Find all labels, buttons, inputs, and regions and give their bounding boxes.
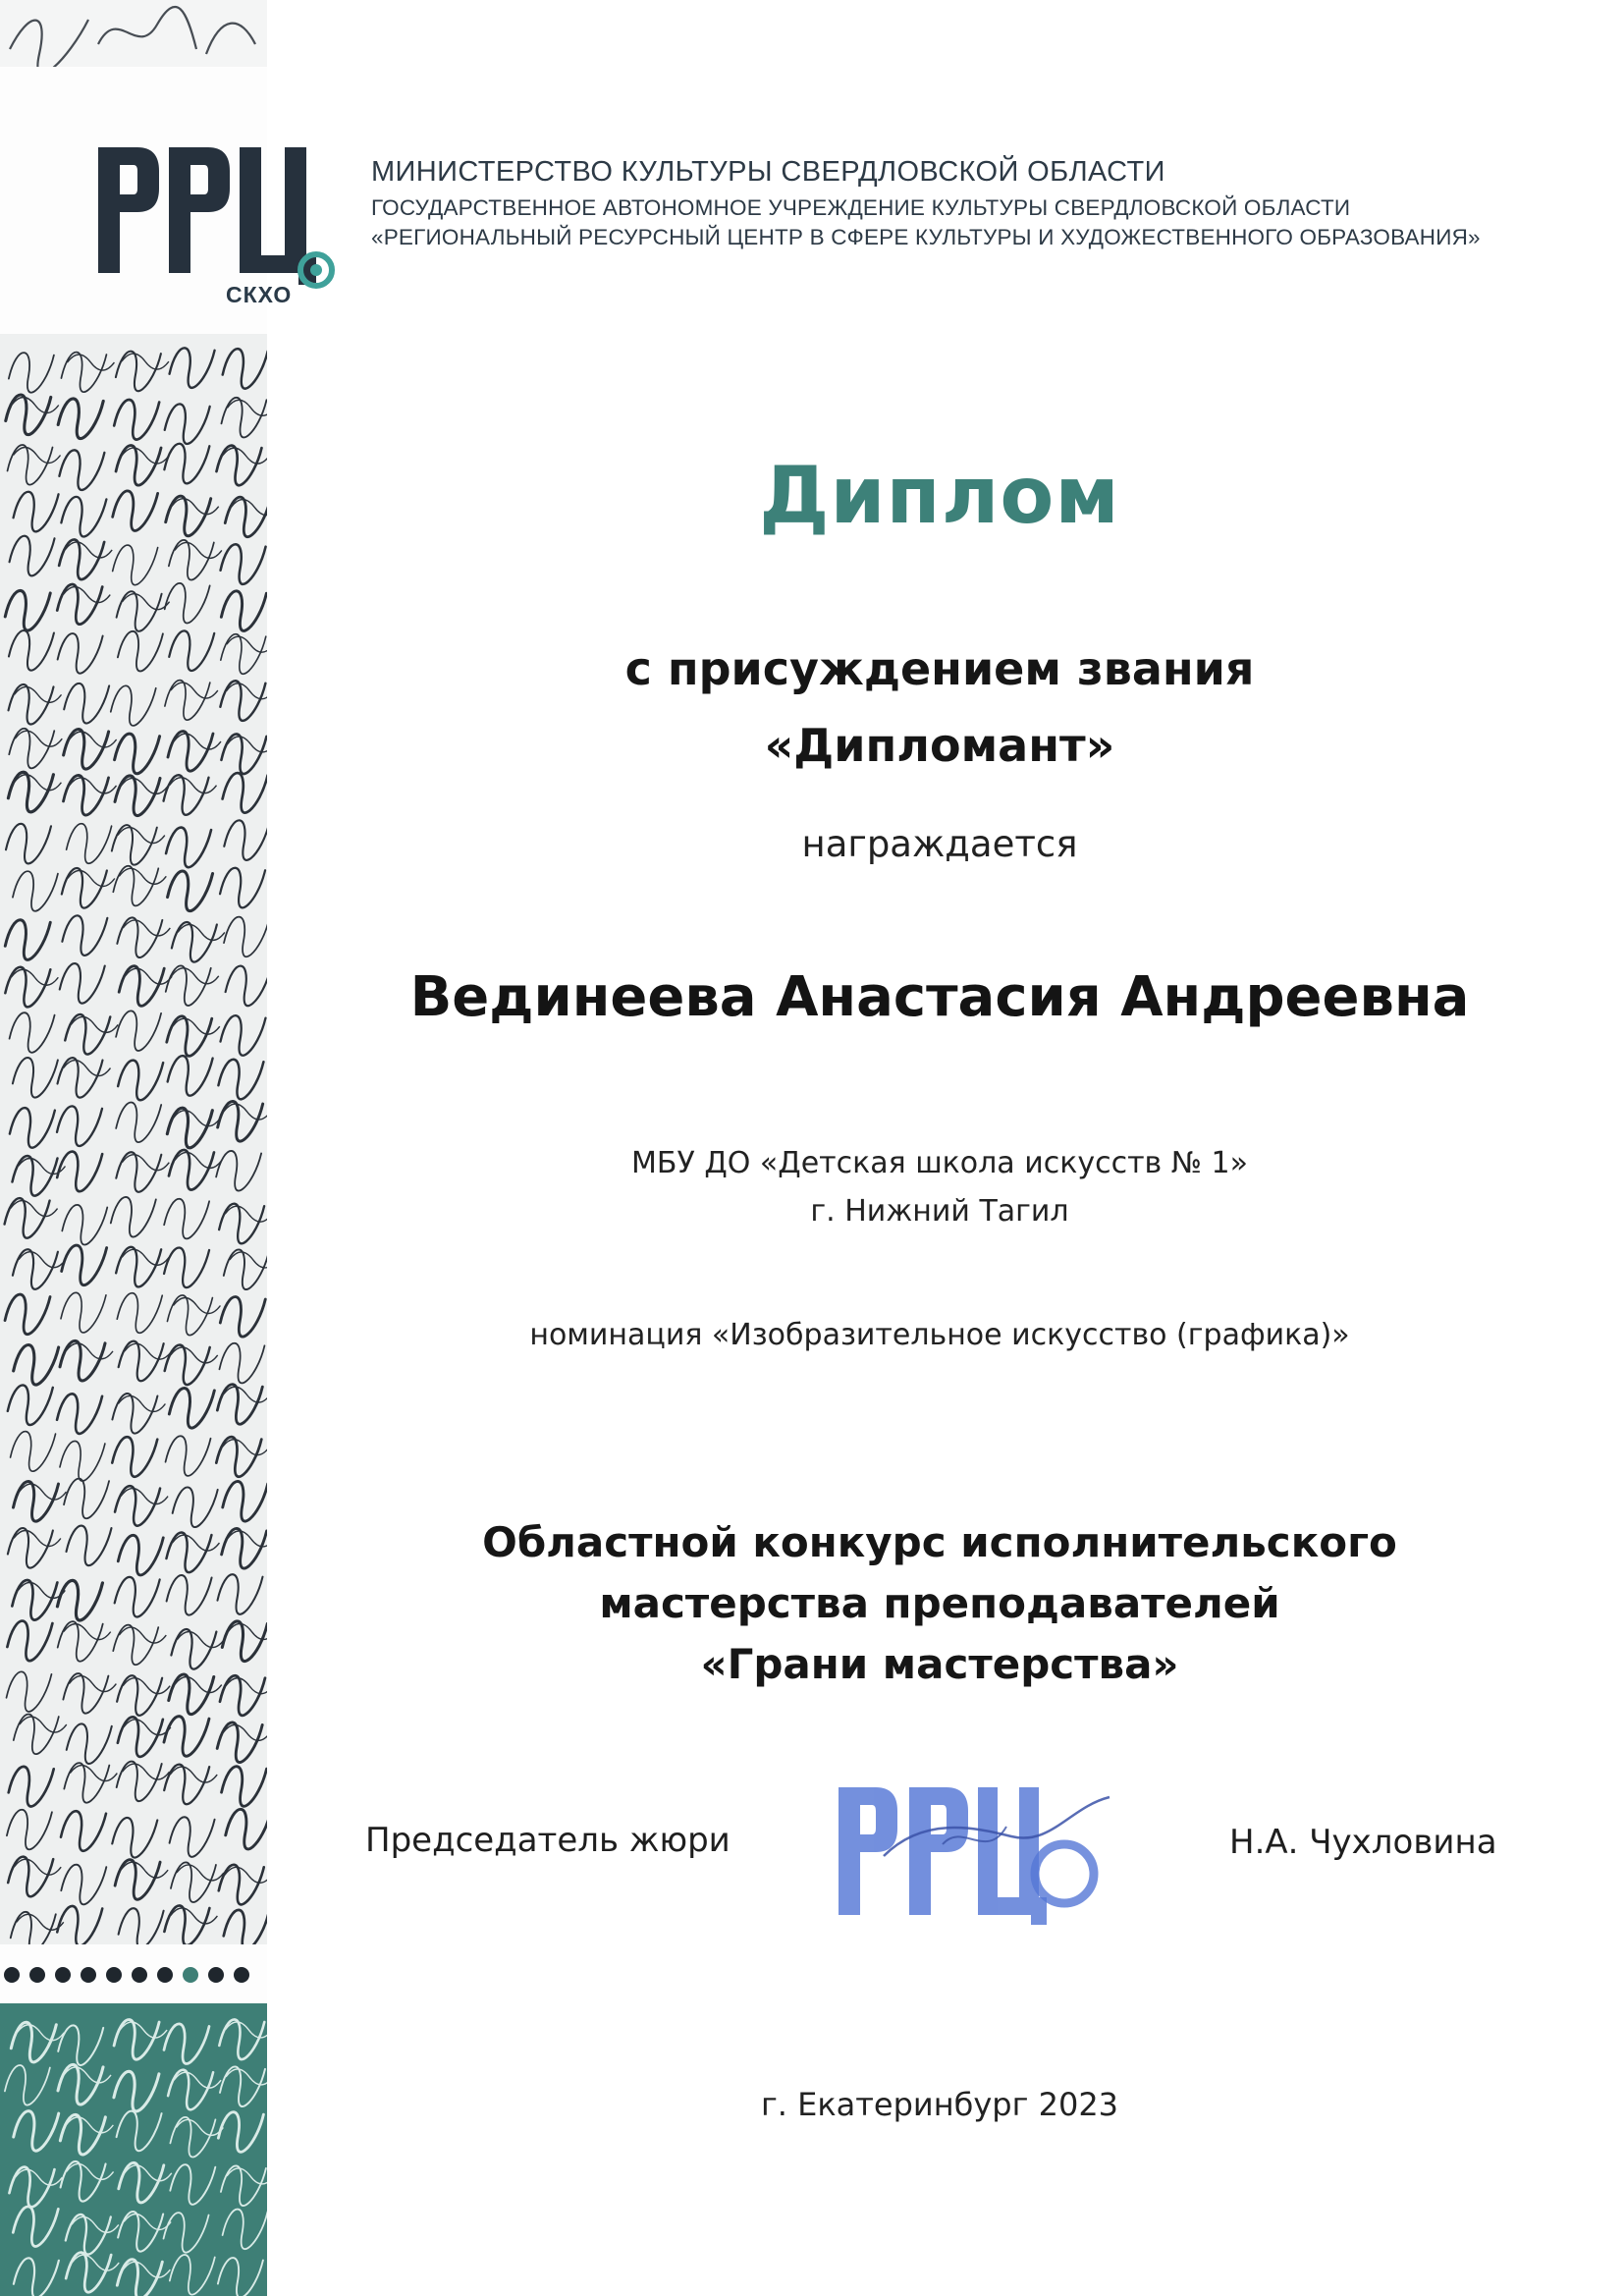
calligraphy-stroke bbox=[57, 584, 102, 625]
calligraphy-stroke bbox=[6, 395, 51, 435]
contest-line-3: «Грани мастерства» bbox=[700, 1640, 1179, 1688]
school-city: г. Нижний Тагил bbox=[810, 1194, 1069, 1229]
decorative-dot bbox=[234, 1967, 249, 1983]
calligraphy-stroke bbox=[218, 1060, 263, 1100]
calligraphy-stroke bbox=[118, 1061, 163, 1101]
calligraphy-stroke bbox=[9, 684, 54, 725]
calligraphy-stroke bbox=[169, 540, 214, 580]
decorative-dot bbox=[183, 1967, 198, 1983]
contest-line-1: Областной конкурс исполнительского bbox=[482, 1518, 1397, 1566]
calligraphy-stroke bbox=[168, 871, 213, 911]
calligraphy-stroke bbox=[15, 686, 62, 702]
jury-chair-name: Н.А. Чухловина bbox=[1229, 1823, 1497, 1862]
calligraphy-stroke bbox=[14, 448, 61, 464]
calligraphy-stroke bbox=[170, 2117, 215, 2158]
calligraphy-stroke bbox=[64, 1624, 111, 1640]
calligraphy-stroke bbox=[166, 965, 211, 1006]
calligraphy-stroke bbox=[170, 1817, 215, 1857]
calligraphy-stroke bbox=[221, 734, 266, 774]
calligraphy-stroke bbox=[64, 683, 109, 724]
calligraphy-stroke bbox=[221, 544, 266, 584]
calligraphy-stroke bbox=[170, 778, 217, 793]
calligraphy-stroke bbox=[60, 1340, 105, 1381]
calligraphy-stroke bbox=[176, 2119, 223, 2135]
calligraphy-stroke bbox=[166, 828, 211, 868]
calligraphy-stroke bbox=[167, 1575, 212, 1615]
calligraphy-stroke bbox=[224, 1249, 267, 1289]
calligraphy-stroke bbox=[116, 352, 161, 392]
calligraphy-stroke bbox=[66, 2253, 111, 2293]
calligraphy-stroke bbox=[60, 1441, 105, 1481]
calligraphy-stroke bbox=[117, 917, 162, 957]
calligraphy-stroke bbox=[164, 1765, 209, 1805]
calligraphy-stroke bbox=[113, 866, 158, 906]
awarded-text: награждается bbox=[801, 823, 1078, 865]
calligraphy-stroke bbox=[114, 400, 159, 440]
calligraphy-stroke bbox=[118, 1717, 163, 1757]
calligraphy-stroke bbox=[121, 1489, 168, 1504]
calligraphy-stroke bbox=[65, 542, 112, 558]
calligraphy-stroke bbox=[119, 1627, 166, 1643]
calligraphy-stroke bbox=[123, 1764, 170, 1779]
calligraphy-stroke bbox=[167, 1016, 212, 1057]
calligraphy-stroke bbox=[14, 2258, 59, 2296]
nomination: номинация «Изобразительное искусство (графика)» bbox=[529, 1318, 1350, 1352]
calligraphy-stroke bbox=[117, 1675, 162, 1716]
calligraphy-stroke bbox=[66, 2214, 111, 2255]
calligraphy-stroke bbox=[12, 1580, 57, 1620]
calligraphy-stroke bbox=[165, 404, 210, 444]
calligraphy-stroke bbox=[114, 2020, 159, 2060]
calligraphy-pattern-green bbox=[0, 2003, 267, 2296]
calligraphy-stroke bbox=[123, 594, 170, 610]
calligraphy-stroke bbox=[116, 1011, 161, 1051]
calligraphy-stroke bbox=[118, 2212, 163, 2252]
calligraphy-stroke bbox=[223, 773, 267, 813]
calligraphy-stroke bbox=[219, 1204, 264, 1244]
calligraphy-stroke bbox=[66, 1526, 111, 1566]
calligraphy-stroke bbox=[226, 966, 267, 1007]
calligraphy-stroke bbox=[5, 590, 50, 630]
calligraphy-stroke bbox=[175, 1152, 222, 1168]
calligraphy-stroke bbox=[164, 444, 209, 484]
calligraphy-stroke bbox=[226, 1809, 267, 1849]
ministry-name: МИНИСТЕРСТВО КУЛЬТУРЫ СВЕРДЛОВСКОЙ ОБЛАСТИ bbox=[371, 156, 1165, 188]
calligraphy-stroke bbox=[19, 1252, 66, 1268]
calligraphy-stroke bbox=[171, 1629, 216, 1669]
calligraphy-pattern-top bbox=[0, 0, 267, 67]
calligraphy-stroke bbox=[225, 497, 267, 537]
calligraphy-stroke bbox=[168, 732, 213, 772]
calligraphy-stroke bbox=[13, 1249, 58, 1289]
dot-row bbox=[0, 1964, 267, 1986]
calligraphy-stroke bbox=[14, 2111, 59, 2152]
institution-line-2: «РЕГИОНАЛЬНЫЙ РЕСУРСНЫЙ ЦЕНТР В СФЕРЕ КУЛЬТУРЫ И ХУДОЖЕСТВЕННОГО ОБРАЗОВАНИЯ» bbox=[371, 225, 1481, 249]
calligraphy-stroke bbox=[60, 963, 105, 1004]
calligraphy-stroke bbox=[61, 1292, 106, 1333]
calligraphy-stroke bbox=[216, 1151, 261, 1191]
calligraphy-stroke bbox=[165, 583, 210, 624]
calligraphy-stroke bbox=[224, 917, 267, 957]
calligraphy-stroke bbox=[57, 1106, 102, 1146]
calligraphy-stroke bbox=[15, 731, 62, 746]
calligraphy-stroke bbox=[166, 496, 211, 536]
calligraphy-stroke bbox=[118, 1535, 163, 1575]
calligraphy-stroke bbox=[11, 1432, 56, 1472]
calligraphy-stroke bbox=[178, 924, 225, 940]
calligraphy-stroke bbox=[119, 1341, 164, 1382]
calligraphy-stroke bbox=[220, 1297, 265, 1338]
calligraphy-stroke bbox=[218, 2112, 263, 2153]
calligraphy-stroke bbox=[217, 1722, 262, 1763]
calligraphy-stroke bbox=[61, 353, 106, 393]
organization-header bbox=[371, 154, 1549, 252]
calligraphy-stroke bbox=[68, 871, 115, 887]
calligraphy-stroke bbox=[172, 1535, 219, 1551]
calligraphy-stroke bbox=[59, 450, 104, 490]
calligraphy-stroke bbox=[119, 1908, 164, 1944]
calligraphy-stroke bbox=[223, 2210, 267, 2250]
calligraphy-stroke bbox=[9, 2167, 54, 2208]
calligraphy-stroke bbox=[71, 1016, 118, 1032]
calligraphy-stroke bbox=[60, 2114, 105, 2155]
calligraphy-stroke bbox=[61, 497, 106, 537]
calligraphy-stroke bbox=[164, 1247, 209, 1287]
calligraphy-stroke bbox=[58, 633, 103, 674]
calligraphy-stroke bbox=[117, 591, 162, 631]
calligraphy-stroke bbox=[11, 2022, 56, 2062]
calligraphy-stroke bbox=[118, 1395, 165, 1411]
calligraphy-stroke bbox=[221, 398, 266, 438]
calligraphy-stroke bbox=[111, 1197, 156, 1237]
calligraphy-stroke bbox=[170, 348, 215, 388]
calligraphy-stroke bbox=[122, 1155, 169, 1171]
calligraphy-stroke bbox=[123, 1678, 170, 1694]
calligraphy-stroke bbox=[221, 591, 266, 631]
calligraphy-stroke bbox=[64, 729, 109, 769]
calligraphy-stroke bbox=[13, 871, 58, 911]
calligraphy-stroke bbox=[64, 1061, 111, 1076]
calligraphy-stroke bbox=[177, 1632, 224, 1648]
calligraphy-stroke bbox=[13, 1058, 58, 1098]
calligraphy-stroke bbox=[217, 1385, 262, 1425]
calligraphy-stroke bbox=[64, 1763, 109, 1803]
place-and-year: г. Екатеринбург 2023 bbox=[760, 2086, 1119, 2123]
decorative-dot bbox=[81, 1967, 96, 1983]
calligraphy-stroke bbox=[170, 1908, 217, 1924]
calligraphy-stroke bbox=[172, 922, 217, 962]
calligraphy-stroke bbox=[7, 1621, 52, 1662]
calligraphy-stroke bbox=[216, 446, 261, 486]
calligraphy-stroke bbox=[62, 1245, 107, 1285]
calligraphy-stroke bbox=[57, 1580, 102, 1620]
calligraphy-stroke bbox=[119, 868, 166, 884]
calligraphy-stroke bbox=[170, 2255, 215, 2295]
calligraphy-stroke bbox=[169, 1150, 214, 1190]
calligraphy-stroke bbox=[63, 1673, 108, 1714]
calligraphy-stroke bbox=[124, 1720, 171, 1735]
calligraphy-stroke bbox=[119, 966, 164, 1007]
calligraphy-stroke bbox=[67, 355, 114, 370]
calligraphy-stroke bbox=[171, 1862, 216, 1902]
calligraphy-stroke bbox=[219, 1343, 264, 1384]
school-name: МБУ ДО «Детская школа искусств № 1» bbox=[631, 1146, 1248, 1180]
calligraphy-stroke bbox=[17, 1914, 64, 1930]
calligraphy-stroke bbox=[62, 915, 107, 956]
calligraphy-stroke bbox=[70, 1766, 117, 1781]
calligraphy-stroke bbox=[6, 1671, 51, 1712]
calligraphy-stroke bbox=[116, 1247, 161, 1287]
calligraphy-stroke bbox=[57, 1906, 102, 1944]
calligraphy-stroke bbox=[115, 1860, 160, 1900]
calligraphy-stroke bbox=[14, 492, 59, 532]
decorative-dot bbox=[106, 1967, 122, 1983]
calligraphy-stroke bbox=[123, 920, 170, 936]
calligraphy-stroke bbox=[67, 2163, 114, 2179]
calligraphy-stroke bbox=[219, 1865, 264, 1905]
calligraphy-stroke bbox=[11, 969, 58, 985]
institution-line-1: ГОСУДАРСТВЕННОЕ АВТОНОМНОЕ УЧРЕЖДЕНИЕ КУЛЬТУРЫ СВЕРДЛОВСКОЙ ОБЛАСТИ bbox=[371, 195, 1351, 220]
calligraphy-stroke bbox=[6, 824, 51, 864]
calligraphy-stroke bbox=[114, 2071, 159, 2111]
calligraphy-stroke bbox=[222, 1767, 267, 1807]
calligraphy-stroke bbox=[169, 1674, 214, 1715]
calligraphy-stroke bbox=[165, 1344, 210, 1385]
calligraphy-stroke bbox=[113, 545, 158, 585]
calligraphy-stroke bbox=[116, 446, 161, 486]
calligraphy-stroke bbox=[224, 1910, 267, 1944]
calligraphy-stroke bbox=[14, 1530, 61, 1546]
calligraphy-stroke bbox=[227, 400, 267, 415]
calligraphy-stroke bbox=[168, 1056, 213, 1096]
calligraphy-stroke bbox=[57, 1394, 102, 1434]
calligraphy-stroke bbox=[115, 1486, 160, 1526]
calligraphy-stroke bbox=[221, 634, 266, 675]
calligraphy-stroke bbox=[112, 1818, 157, 1858]
decorative-dot bbox=[4, 1967, 20, 1983]
calligraphy-stroke bbox=[62, 868, 107, 908]
jury-chair-label: Председатель жюри bbox=[365, 1821, 731, 1860]
decorative-dot bbox=[157, 1967, 173, 1983]
calligraphy-stroke bbox=[220, 1675, 265, 1716]
calligraphy-stroke bbox=[11, 1201, 58, 1217]
calligraphy-stroke bbox=[57, 1152, 102, 1192]
calligraphy-stroke bbox=[9, 1767, 54, 1807]
award-subtitle-line-1: с присуждением звания bbox=[624, 642, 1255, 695]
calligraphy-stroke bbox=[217, 1574, 262, 1614]
calligraphy-stroke bbox=[174, 2072, 221, 2088]
calligraphy-stroke bbox=[223, 1481, 267, 1521]
calligraphy-stroke bbox=[222, 1528, 267, 1568]
calligraphy-stroke bbox=[113, 1625, 158, 1666]
calligraphy-stroke bbox=[58, 399, 103, 439]
calligraphy-stroke bbox=[231, 500, 267, 516]
calligraphy-stroke bbox=[166, 1533, 211, 1573]
calligraphy-stroke bbox=[169, 1388, 214, 1428]
calligraphy-stroke bbox=[173, 1297, 220, 1313]
calligraphy-stroke bbox=[164, 2213, 209, 2253]
decorative-dot bbox=[29, 1967, 45, 1983]
calligraphy-stroke bbox=[171, 683, 218, 698]
calligraphy-stroke bbox=[10, 1012, 55, 1053]
calligraphy-stroke bbox=[173, 1487, 218, 1527]
calligraphy-stroke bbox=[220, 681, 265, 721]
calligraphy-stroke bbox=[9, 353, 54, 393]
calligraphy-stroke bbox=[169, 630, 214, 671]
calligraphy-stroke bbox=[122, 1249, 169, 1265]
calligraphy-stroke bbox=[61, 2161, 106, 2202]
calligraphy-stroke bbox=[166, 1436, 211, 1476]
calligraphy-stroke bbox=[122, 354, 169, 369]
calligraphy-stroke bbox=[113, 491, 158, 531]
school-info bbox=[277, 1139, 1602, 1235]
calligraphy-stroke bbox=[72, 2216, 119, 2232]
calligraphy-stroke bbox=[11, 1912, 56, 1944]
calligraphy-stroke bbox=[118, 631, 163, 672]
calligraphy-stroke bbox=[115, 776, 160, 816]
calligraphy-stroke bbox=[112, 1394, 157, 1434]
calligraphy-stroke bbox=[230, 1252, 267, 1268]
calligraphy-stroke bbox=[115, 1577, 160, 1617]
calligraphy-stroke bbox=[224, 820, 267, 860]
calligraphy-stroke bbox=[18, 1582, 65, 1598]
calligraphy-stroke bbox=[13, 2207, 58, 2247]
calligraphy-stroke bbox=[171, 1347, 218, 1363]
calligraphy-stroke bbox=[5, 1198, 50, 1238]
calligraphy-stroke bbox=[15, 2169, 62, 2185]
calligraphy-stroke bbox=[67, 1723, 112, 1764]
decorative-side-strip bbox=[0, 0, 267, 2296]
calligraphy-stroke bbox=[170, 2164, 215, 2205]
rrc-stamp-icon bbox=[825, 1768, 1119, 1940]
calligraphy-stroke bbox=[220, 1015, 265, 1056]
calligraphy-stroke bbox=[20, 1717, 67, 1732]
calligraphy-stroke bbox=[59, 539, 104, 579]
calligraphy-stroke bbox=[8, 772, 53, 812]
calligraphy-stroke bbox=[14, 1715, 59, 1755]
calligraphy-stroke bbox=[175, 542, 222, 558]
decorative-dot bbox=[208, 1967, 224, 1983]
calligraphy-stroke bbox=[116, 1152, 161, 1192]
calligraphy-stroke bbox=[112, 1437, 157, 1477]
calligraphy-stroke bbox=[117, 1762, 162, 1802]
calligraphy-stroke bbox=[67, 824, 112, 864]
calligraphy-stroke bbox=[177, 1865, 224, 1881]
calligraphy-stroke bbox=[218, 2258, 263, 2296]
calligraphy-stroke bbox=[14, 1859, 61, 1875]
calligraphy-stroke bbox=[115, 734, 160, 774]
calligraphy-stroke bbox=[13, 1482, 58, 1522]
calligraphy-stroke bbox=[61, 1811, 106, 1851]
recipient-name: Вединеева Анастасия Андреевна bbox=[409, 965, 1470, 1029]
calligraphy-stroke bbox=[164, 1905, 209, 1944]
calligraphy-stroke bbox=[62, 1205, 107, 1245]
calligraphy-stroke bbox=[218, 1102, 263, 1142]
calligraphy-stroke bbox=[111, 685, 156, 726]
calligraphy-stroke bbox=[7, 1810, 52, 1850]
calligraphy-stroke bbox=[10, 536, 55, 576]
calligraphy-stroke bbox=[9, 729, 54, 769]
calligraphy-stroke bbox=[8, 1528, 53, 1568]
calligraphy-stroke bbox=[222, 1621, 267, 1662]
logo-subtitle: СКХО bbox=[226, 282, 293, 307]
award-subtitle bbox=[277, 630, 1602, 784]
calligraphy-stroke bbox=[8, 1857, 53, 1897]
calligraphy-stroke bbox=[64, 1479, 109, 1519]
calligraphy-pattern bbox=[0, 334, 267, 1944]
calligraphy-stroke bbox=[61, 1865, 106, 1905]
diploma-title: Диплом bbox=[759, 450, 1120, 541]
calligraphy-stroke bbox=[219, 2019, 264, 2059]
calligraphy-stroke bbox=[228, 1623, 267, 1639]
calligraphy-stroke bbox=[124, 2214, 171, 2230]
calligraphy-stroke bbox=[112, 825, 157, 865]
calligraphy-stroke bbox=[165, 681, 210, 721]
calligraphy-stroke bbox=[167, 1108, 212, 1148]
calligraphy-stroke bbox=[14, 1344, 59, 1385]
calligraphy-stroke bbox=[164, 2024, 209, 2064]
calligraphy-stroke bbox=[5, 1294, 50, 1335]
calligraphy-stroke bbox=[170, 1767, 217, 1782]
calligraphy-stroke bbox=[164, 1199, 209, 1239]
calligraphy-stroke bbox=[223, 349, 267, 389]
rrc-logo-icon bbox=[98, 147, 344, 314]
calligraphy-stroke bbox=[58, 2064, 103, 2105]
calligraphy-stroke bbox=[216, 1437, 261, 1477]
calligraphy-stroke bbox=[119, 2162, 164, 2203]
calligraphy-stroke bbox=[10, 1108, 55, 1148]
decorative-dot bbox=[55, 1967, 71, 1983]
calligraphy-stroke bbox=[9, 630, 54, 671]
calligraphy-stroke bbox=[164, 775, 209, 815]
decorative-dot bbox=[132, 1967, 147, 1983]
calligraphy-stroke bbox=[117, 1293, 162, 1334]
calligraphy-stroke bbox=[8, 1385, 53, 1425]
calligraphy-stroke bbox=[58, 2025, 103, 2065]
contest-title bbox=[277, 1512, 1602, 1695]
calligraphy-stroke bbox=[116, 1102, 161, 1142]
calligraphy-stroke bbox=[5, 920, 50, 960]
award-subtitle-line-2: «Дипломант» bbox=[764, 719, 1115, 772]
calligraphy-stroke bbox=[125, 1343, 172, 1359]
calligraphy-stroke bbox=[8, 445, 53, 485]
calligraphy-stroke bbox=[64, 775, 109, 815]
calligraphy-stroke bbox=[168, 2070, 213, 2110]
calligraphy-stroke bbox=[167, 1295, 212, 1336]
calligraphy-stroke bbox=[117, 2111, 162, 2152]
calligraphy-stroke bbox=[221, 2165, 266, 2206]
calligraphy-stroke bbox=[58, 1621, 103, 1662]
calligraphy-stroke bbox=[5, 967, 50, 1008]
calligraphy-stroke bbox=[172, 968, 219, 984]
calligraphy-stroke bbox=[58, 1058, 103, 1098]
calligraphy-stroke bbox=[69, 1676, 116, 1692]
calligraphy-stroke bbox=[65, 1014, 110, 1055]
calligraphy-stroke bbox=[164, 1717, 209, 1757]
calligraphy-stroke bbox=[5, 2065, 50, 2105]
calligraphy-stroke bbox=[12, 1156, 57, 1196]
calligraphy-stroke bbox=[118, 828, 165, 844]
calligraphy-stroke bbox=[220, 2066, 265, 2106]
calligraphy-stroke bbox=[220, 868, 265, 908]
contest-line-2: мастерства преподавателей bbox=[599, 1579, 1280, 1627]
